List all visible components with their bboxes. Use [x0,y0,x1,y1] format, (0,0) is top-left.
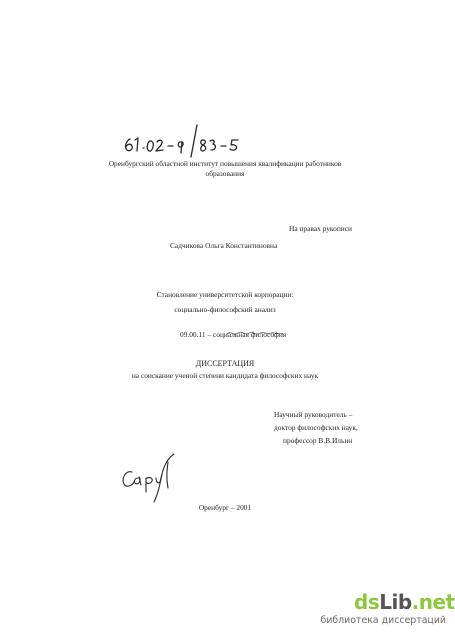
institution-line-1: Оренбургский областной институт повышения квалификации работников [108,159,342,168]
title-line-2: социально-философский анализ [174,305,276,314]
supervisor-line-2: доктор философских наук, [274,423,358,432]
logo-lib: Lib [379,590,412,614]
author-name: Садчикова Ольга Константиновна [170,241,278,250]
title-line-1: Становление университетской корпорации: [156,290,294,299]
logo-ds: ds [354,590,380,614]
author-signature [118,448,182,506]
pen-mark [225,326,285,336]
dslib-watermark [286,590,455,631]
institution-line-2: образования [205,169,245,178]
handwritten-catalog-number-graphic [120,121,250,159]
logo-net: .net [411,590,455,614]
watermark-subtitle: библиотека диссертаций [320,615,446,626]
handwritten-catalog-number [120,121,250,159]
supervisor-line-3: профессор В.В.Ильин [283,436,353,445]
dslib-logo [354,591,455,613]
manuscript-rights-label: На правах рукописи [289,224,352,233]
supervisor-line-1: Научный руководитель – [274,410,353,419]
document-type: ДИССЕРТАЦИЯ [195,359,255,368]
signature-graphic [118,448,182,506]
city-year: Оренбург – 2001 [198,503,252,512]
degree-line: на соискание ученой степени кандидата философских наук [131,371,319,380]
pen-mark-graphic [225,329,285,339]
specialty-code: 09.00.11 – социальная философия [180,330,287,339]
